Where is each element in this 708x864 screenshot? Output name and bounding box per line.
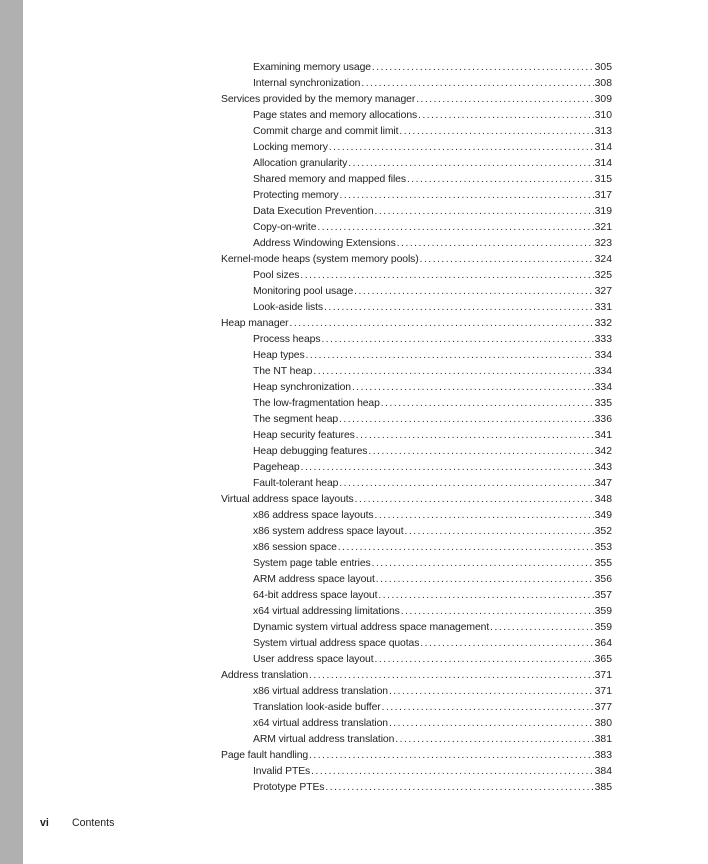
toc-section-entry[interactable] [221,492,612,508]
toc-entry-title: 64-bit address space layout [253,590,378,601]
toc-entry-page-number: 359 [594,622,612,633]
toc-entry-title: The low-fragmentation heap [253,398,380,409]
dot-leader [420,636,593,652]
dot-leader [375,652,594,668]
dot-leader [340,188,594,204]
toc-entry-page-number: 327 [594,286,612,297]
toc-entry-title: x86 session space [253,542,337,553]
toc-section-entry[interactable] [221,252,612,268]
dot-leader [355,492,594,508]
dot-leader [378,588,593,604]
toc-entry-title: Fault-tolerant heap [253,478,339,489]
toc-subsection-entry[interactable] [221,652,612,668]
toc-entry-title: Shared memory and mapped files [253,174,406,185]
dot-leader [397,236,594,252]
dot-leader [301,460,594,476]
toc-entry-page-number: 365 [594,654,612,665]
page-edge-strip [0,0,23,864]
toc-subsection-entry[interactable] [221,348,612,364]
toc-entry-title: User address space layout [253,654,374,665]
toc-entry-title: Address translation [221,670,309,681]
page-footer [40,817,114,829]
dot-leader [389,684,594,700]
toc-entry-page-number: 342 [594,446,612,457]
toc-subsection-entry[interactable] [221,444,612,460]
toc-entry-page-number: 377 [594,702,612,713]
toc-section-entry[interactable] [221,748,612,764]
dot-leader [382,700,594,716]
toc-subsection-entry[interactable] [221,236,612,252]
toc-entry-page-number: 334 [594,382,612,393]
dot-leader [306,348,594,364]
toc-entry-page-number: 347 [594,478,612,489]
toc-subsection-entry[interactable] [221,460,612,476]
toc-entry-page-number: 353 [594,542,612,553]
dot-leader [339,476,593,492]
toc-subsection-entry[interactable] [221,204,612,220]
toc-entry-page-number: 341 [594,430,612,441]
toc-entry-page-number: 331 [594,302,612,313]
toc-entry-title: Virtual address space layouts [221,494,354,505]
dot-leader [372,60,594,76]
toc-entry-page-number: 314 [594,142,612,153]
toc-subsection-entry[interactable] [221,476,612,492]
toc-entry-title: Heap types [253,350,305,361]
toc-entry-page-number: 348 [594,494,612,505]
table-of-contents [221,60,612,796]
toc-entry-page-number: 319 [594,206,612,217]
dot-leader [329,140,594,156]
toc-entry-page-number: 352 [594,526,612,537]
toc-entry-title: Copy-on-write [253,222,317,233]
toc-subsection-entry[interactable] [221,364,612,380]
toc-subsection-entry[interactable] [221,524,612,540]
toc-entry-page-number: 309 [594,94,612,105]
toc-entry-page-number: 336 [594,414,612,425]
toc-entry-page-number: 314 [594,158,612,169]
toc-entry-title: Prototype PTEs [253,782,325,793]
toc-entry-title: Translation look-aside buffer [253,702,381,713]
toc-entry-page-number: 335 [594,398,612,409]
toc-entry-page-number: 310 [594,110,612,121]
toc-entry-title: Commit charge and commit limit [253,126,399,137]
toc-entry-title: The segment heap [253,414,339,425]
toc-entry-page-number: 355 [594,558,612,569]
dot-leader [311,764,594,780]
toc-subsection-entry[interactable] [221,684,612,700]
dot-leader [338,540,594,556]
toc-entry-title: x86 system address space layout [253,526,404,537]
dot-leader [352,380,594,396]
toc-entry-title: Process heaps [253,334,321,345]
toc-entry-page-number: 385 [594,782,612,793]
toc-entry-title: ARM virtual address translation [253,734,395,745]
dot-leader [354,284,594,300]
dot-leader [405,524,594,540]
dot-leader [418,108,594,124]
toc-entry-page-number: 315 [594,174,612,185]
toc-entry-title: x86 address space layouts [253,510,374,521]
toc-subsection-entry[interactable] [221,556,612,572]
dot-leader [324,300,594,316]
toc-entry-page-number: 317 [594,190,612,201]
toc-subsection-entry[interactable] [221,60,612,76]
dot-leader [317,220,593,236]
toc-entry-page-number: 383 [594,750,612,761]
dot-leader [381,396,594,412]
toc-entry-page-number: 308 [594,78,612,89]
toc-entry-title: Look-aside lists [253,302,324,313]
toc-entry-title: Page fault handling [221,750,309,761]
toc-entry-title: Dynamic system virtual address space management [253,622,490,633]
toc-entry-page-number: 325 [594,270,612,281]
dot-leader [325,780,593,796]
toc-entry-title: Page states and memory allocations [253,110,418,121]
toc-subsection-entry[interactable] [221,156,612,172]
toc-entry-page-number: 356 [594,574,612,585]
dot-leader [375,204,594,220]
toc-subsection-entry[interactable] [221,124,612,140]
toc-entry-page-number: 371 [594,686,612,697]
toc-entry-title: Protecting memory [253,190,339,201]
toc-entry-title: Pageheap [253,462,300,473]
dot-leader [356,428,594,444]
toc-subsection-entry[interactable] [221,172,612,188]
toc-entry-title: Pool sizes [253,270,300,281]
toc-subsection-entry[interactable] [221,284,612,300]
dot-leader [490,620,594,636]
toc-subsection-entry[interactable] [221,140,612,156]
dot-leader [348,156,593,172]
toc-entry-page-number: 333 [594,334,612,345]
toc-entry-page-number: 359 [594,606,612,617]
toc-subsection-entry[interactable] [221,636,612,652]
toc-entry-page-number: 343 [594,462,612,473]
toc-subsection-entry[interactable] [221,268,612,284]
toc-subsection-entry[interactable] [221,604,612,620]
toc-entry-page-number: 332 [594,318,612,329]
footer-section-title: Contents [72,817,115,829]
toc-entry-title: Address Windowing Extensions [253,238,396,249]
toc-entry-title: Heap manager [221,318,289,329]
toc-entry-title: Kernel-mode heaps (system memory pools) [221,254,419,265]
toc-entry-title: Monitoring pool usage [253,286,354,297]
toc-subsection-entry[interactable] [221,540,612,556]
toc-subsection-entry[interactable] [221,332,612,348]
toc-subsection-entry[interactable] [221,380,612,396]
dot-leader [309,748,594,764]
toc-subsection-entry[interactable] [221,780,612,796]
toc-subsection-entry[interactable] [221,412,612,428]
toc-subsection-entry[interactable] [221,188,612,204]
toc-entry-page-number: 321 [594,222,612,233]
dot-leader [389,716,594,732]
dot-leader [407,172,594,188]
toc-entry-page-number: 381 [594,734,612,745]
dot-leader [300,268,593,284]
toc-entry-title: Invalid PTEs [253,766,311,777]
toc-entry-page-number: 305 [594,62,612,73]
toc-subsection-entry[interactable] [221,396,612,412]
toc-entry-page-number: 334 [594,366,612,377]
toc-subsection-entry[interactable] [221,620,612,636]
footer-page-number: vi [40,817,49,829]
toc-subsection-entry[interactable] [221,300,612,316]
toc-section-entry[interactable] [221,668,612,684]
toc-entry-title: x64 virtual addressing limitations [253,606,400,617]
dot-leader [309,668,594,684]
toc-subsection-entry[interactable] [221,428,612,444]
toc-entry-page-number: 334 [594,350,612,361]
toc-entry-title: ARM address space layout [253,574,375,585]
toc-entry-title: Data Execution Prevention [253,206,374,217]
toc-subsection-entry[interactable] [221,572,612,588]
dot-leader [290,316,594,332]
toc-subsection-entry[interactable] [221,732,612,748]
toc-entry-page-number: 323 [594,238,612,249]
toc-entry-title: Heap debugging features [253,446,368,457]
dot-leader [361,76,593,92]
dot-leader [395,732,593,748]
toc-entry-title: Services provided by the memory manager [221,94,416,105]
dot-leader [401,604,594,620]
toc-subsection-entry[interactable] [221,700,612,716]
toc-entry-title: Allocation granularity [253,158,348,169]
toc-subsection-entry[interactable] [221,220,612,236]
dot-leader [376,572,594,588]
toc-section-entry[interactable] [221,92,612,108]
toc-entry-title: x86 virtual address translation [253,686,388,697]
dot-leader [313,364,593,380]
dot-leader [372,556,594,572]
toc-entry-title: The NT heap [253,366,313,377]
toc-entry-page-number: 357 [594,590,612,601]
toc-entry-title: Examining memory usage [253,62,371,73]
toc-entry-page-number: 384 [594,766,612,777]
dot-leader [321,332,593,348]
dot-leader [339,412,594,428]
toc-entry-page-number: 371 [594,670,612,681]
toc-entry-page-number: 380 [594,718,612,729]
toc-subsection-entry[interactable] [221,764,612,780]
toc-entry-page-number: 313 [594,126,612,137]
toc-entry-page-number: 349 [594,510,612,521]
toc-subsection-entry[interactable] [221,716,612,732]
dot-leader [375,508,594,524]
toc-entry-title: System page table entries [253,558,371,569]
toc-subsection-entry[interactable] [221,588,612,604]
dot-leader [368,444,593,460]
toc-entry-title: Heap security features [253,430,355,441]
toc-entry-page-number: 364 [594,638,612,649]
toc-section-entry[interactable] [221,316,612,332]
dot-leader [420,252,594,268]
toc-entry-title: Locking memory [253,142,328,153]
toc-subsection-entry[interactable] [221,108,612,124]
toc-entry-title: Heap synchronization [253,382,351,393]
toc-entry-page-number: 324 [594,254,612,265]
toc-entry-title: Internal synchronization [253,78,361,89]
toc-subsection-entry[interactable] [221,508,612,524]
toc-entry-title: x64 virtual address translation [253,718,388,729]
toc-subsection-entry[interactable] [221,76,612,92]
dot-leader [399,124,593,140]
toc-entry-title: System virtual address space quotas [253,638,420,649]
dot-leader [416,92,593,108]
